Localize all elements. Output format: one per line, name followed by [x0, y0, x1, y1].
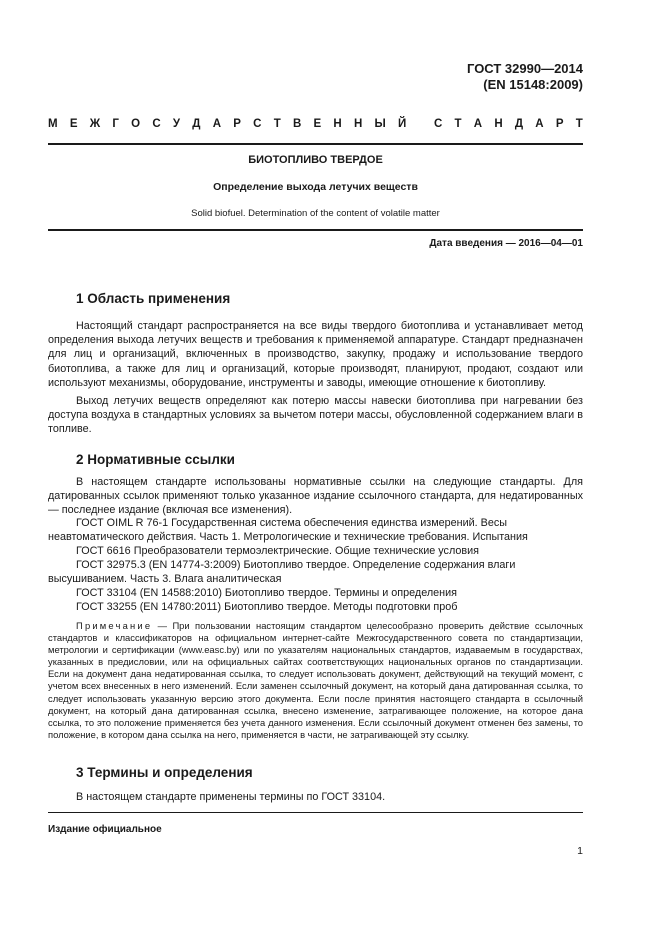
banner-letter: Д [192, 118, 201, 130]
banner-letter: Д [514, 118, 524, 130]
interstate-standard-banner [48, 118, 583, 130]
normative-reference: ГОСТ 33255 (EN 14780:2011) Биотопливо твердое. Методы подготовки проб [76, 601, 458, 613]
banner-letter: Р [233, 118, 241, 130]
banner-letter: Т [273, 118, 281, 130]
banner-letter: В [292, 118, 302, 130]
top-divider [48, 143, 583, 145]
banner-letter: А [473, 118, 483, 130]
banner-letter: М [48, 118, 58, 130]
banner-letter: С [253, 118, 262, 130]
en-number: (EN 15148:2009) [483, 77, 583, 92]
title-divider [48, 229, 583, 231]
banner-letter: Н [353, 118, 363, 130]
banner-letter: Й [398, 118, 407, 130]
footer-divider [48, 812, 583, 813]
section-2-intro: В настоящем стандарте использованы нормативные ссылки на следующие стандарты. Для датированных ссылок применяют только указанное издание ссылочного стандарта, для недатированных — последнее издание (включая все изменения). [48, 476, 583, 517]
banner-letter: Н [333, 118, 342, 130]
gost-number: ГОСТ 32990—2014 [467, 61, 583, 76]
banner-letter: С [152, 118, 161, 130]
introduction-date: Дата введения — 2016—04—01 [429, 238, 583, 249]
banner-letter: Р [555, 118, 564, 130]
banner-letter: У [172, 118, 181, 130]
banner-gap [419, 118, 422, 130]
banner-letter: Т [454, 118, 462, 130]
section-3-heading: 3 Термины и определения [76, 765, 253, 780]
note-text: — При пользовании настоящим стандартом целесообразно проверить действие ссылочных стандартов и классификаторов на официальном интернет-сайте Межгосударственного совета по стандартизации, метрологии и сертификации (www.easc.by) или по указателям национальных стандартов, издаваемым в государствах, указанных в предисловии, или на официальных сайтах соответствующих национальных органов по стандартизации. Если на документ дана недатированная ссылка, то следует использовать документ, действующий на текущий момент, с учетом всех внесенных в него изменений. Если заменен ссылочный документ, на который дана датированная ссылка, то следует использовать указанную версию этого документа. Если после принятия настоящего стандарта в ссылочный документ, на который дана датированная ссылка, внесено изменение, затрагивающее положение, на которое дана ссылка, то это положение применяется без учета данного изменения. Если ссылочный документ отменен без замены, то положение, в котором дана ссылка на него, применяется в части, не затрагивающей эту ссылку. [48, 620, 583, 740]
section-1-heading: 1 Область применения [76, 291, 231, 306]
banner-letter: О [131, 118, 141, 130]
normative-reference: ГОСТ 33104 (EN 14588:2010) Биотопливо твердое. Термины и определения [76, 587, 457, 599]
standard-title: БИОТОПЛИВО ТВЕРДОЕ [248, 154, 383, 166]
banner-letter: Т [575, 118, 583, 130]
banner-letter: Г [112, 118, 119, 130]
page-number: 1 [577, 845, 583, 857]
banner-letter: А [535, 118, 544, 130]
normative-reference: ГОСТ OIML R 76-1 Государственная система обеспечения единства измерений. Весы неавтоматического действия. Часть 1. Метрологические и технические требования. Испытания [48, 517, 528, 544]
standard-subtitle: Определение выхода летучих веществ [213, 181, 418, 193]
normative-reference: ГОСТ 6616 Преобразователи термоэлектрические. Общие технические условия [76, 545, 479, 557]
section-1-paragraph: Настоящий стандарт распространяется на все виды твердого биотоплива и устанавливает метод определения выхода летучих веществ и требования к применяемой аппаратуре. Стандарт предназначен для лиц и организаций, включенных в производство, закупку, продажу и использование твердого биотоплива, а также для лиц и организаций, которые производят, планируют, продают, создают или используют механизмы, оборудование, инструменты и заводы, имеющие отношение к биотопливу. [48, 320, 583, 389]
banner-letter: А [212, 118, 222, 130]
banner-letter: Е [313, 118, 322, 130]
section-1-paragraph: Выход летучих веществ определяют как потерю массы навески биотоплива при нагревании без доступа воздуха в стандартных условиях за вычетом потери массы, обусловленной содержанием влаги в топливе. [48, 395, 583, 436]
banner-letter: Е [69, 118, 78, 130]
normative-reference: ГОСТ 32975.3 (EN 14774-3:2009) Биотопливо твердое. Определение содержания влаги высушиванием. Часть 3. Влага аналитическая [48, 559, 516, 586]
document-number [467, 61, 583, 93]
banner-letter: Ы [374, 118, 386, 130]
english-title: Solid biofuel. Determination of the content of volatile matter [191, 208, 440, 219]
banner-letter: Ж [89, 118, 101, 130]
section-3-paragraph: В настоящем стандарте применены термины по ГОСТ 33104. [76, 791, 386, 803]
banner-letter: Н [494, 118, 503, 130]
section-2-heading: 2 Нормативные ссылки [76, 452, 235, 467]
official-edition-label: Издание официальное [48, 824, 162, 835]
note-label: Примечание [76, 620, 153, 631]
note [48, 620, 583, 741]
banner-letter: С [433, 118, 443, 130]
